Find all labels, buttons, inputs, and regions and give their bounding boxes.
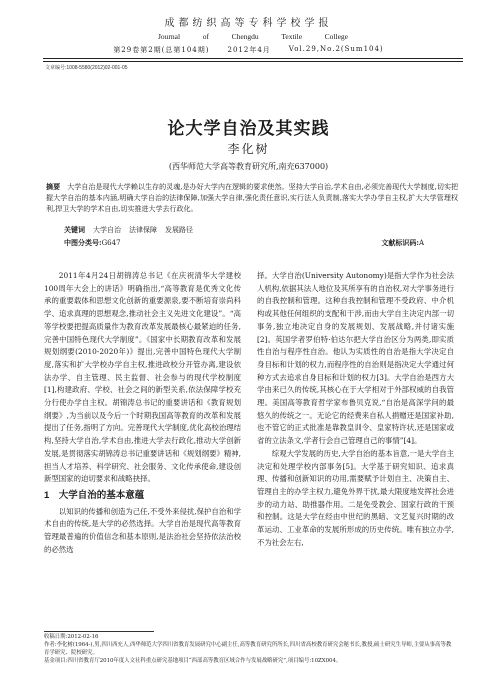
- fund-info: 基金项目:四川省教育厅2010年度人文社科重点研究基地项目“西部高等教育区域合作与发展战略研究”,项目编号:10ZX004。: [44, 658, 342, 664]
- body-right-column: [257, 270, 454, 549]
- keyword: 发展路径: [165, 226, 193, 234]
- document-code: [381, 238, 424, 248]
- abstract-text: 大学自治是现代大学赖以生存的灵魂,是办好大学内在逻辑的要求使然。坚持大学自治,学术自由,必须完善现代大学制度,切实把握大学自治的基本内涵,明确大学自治的法律保障,加强大学自律,强化责任意识,实行法人负责制,落实大学办学自主权,扩大大学管理权利,捍卫大学的学术自由,切实推进大学去行政化。: [46, 183, 459, 214]
- body-left-column: [44, 270, 241, 556]
- section-heading: 1 大学自治的基本意蕴: [44, 489, 145, 501]
- article-title: 论大学自治及其实践: [167, 119, 330, 139]
- journal-en-word: College: [324, 32, 348, 41]
- received-date: 收稿日期:2012-02-16: [44, 634, 99, 640]
- abstract: [46, 181, 458, 216]
- body-paragraph: 以知识的传播和创造为己任,不受外来侵扰,保护自治和学术自由的传统,是大学的必然选择。大学自治是现代高等教育管理最普遍的价值信念和基本原则,是法治社会坚持依法治校的必然选: [44, 506, 241, 554]
- clc-value: G647: [101, 239, 121, 247]
- issue-cn: 第29卷第2期(总第104期): [113, 46, 210, 54]
- keyword: 大学自治: [93, 226, 121, 234]
- body-paragraph: 综观大学发展的历史,大学自治的基本旨意,一是大学自主决定和处理学校内部事务[5]。大学基于研究知识、追求真理、传播和创新知识的功用,需要赋予计划自主、决策自主、管理自主的办学主权力,避免外界干扰,最大限度地发挥社会进步的动力站、助推器作用。二是免受教会、国家行政的干预和控制。这是大学在经由中世纪的黑暗、文艺复兴时期的改革运动、工业革命的发展所形成的历史传统。唯有独立办学,不为社会左右,: [257, 448, 454, 547]
- keywords-label: 关键词: [64, 225, 85, 234]
- keywords: [64, 225, 193, 235]
- journal-en-word: Textile: [281, 32, 303, 41]
- journal-name-english: [158, 32, 348, 41]
- author-name: 李化树: [227, 142, 270, 156]
- doc-code-label: 文献标识码:: [381, 238, 419, 247]
- body-paragraph: 2011年4月24日胡锦涛总书记《在庆祝清华大学建校100周年大会上的讲话》明确指出,“高等教育是优秀文化传承的重要载体和思想文化创新的重要源泉,要不断培育崇尚科学、追求真理的思想观念,推动社会主义先进文化建设”。“高等学校要把提高质量作为教育改革发展最核心最紧迫的任务,完善中国特色现代大学制度”。《国家中长期教育改革和发展规划纲要(2010-2020年)》提出,完善中国特色现代大学制度,落实和扩大学校办学自主权,推进政校分开管办离,建设依法办学、自主管理、民主监督、社会参与的现代学校制度[1],构建政府、学校、社会之间的新型关系,依法保障学校充分行使办学自主权。胡锦涛总书记的重要讲话和《教育规划纲要》,为当前以及今后一个时期我国高等教育的改革和发展提出了任务,指明了方向。完善现代大学制度,优化高校治理结构,坚持大学自治,学术自由,推进大学去行政化,推动大学创新发展,是贯彻落实胡锦涛总书记重要讲话和《规划纲要》精神,担当人才培养、科学研究、社会服务、文化传承使命,建设创新型国家的迫切要求和战略抉择。: [44, 271, 241, 484]
- clc-label: 中图分类号:: [64, 238, 102, 247]
- article-number: 文章编号:1008-5580(2012)02-001-05: [45, 65, 128, 71]
- doc-code-value: A: [418, 239, 424, 247]
- header-rule: [43, 58, 463, 59]
- header-rule-thin: [43, 61, 463, 62]
- issue-date: 2012年4月: [227, 46, 271, 54]
- keyword: 法律保障: [129, 226, 157, 234]
- footnote-rule: [44, 631, 154, 632]
- journal-en-word: Journal: [158, 32, 181, 41]
- clc-number: [64, 238, 121, 248]
- issue-info: [0, 45, 497, 55]
- footnote: [44, 633, 454, 665]
- classification-line: [64, 238, 424, 248]
- journal-en-word: of: [202, 32, 209, 41]
- abstract-label: 摘要: [46, 182, 61, 191]
- issue-en: Vol.29,No.2(Sum104): [288, 45, 384, 53]
- body-paragraph: 择。大学自治(University Autonomy)是指大学作为社会法人机构,依据其法人地位及其所享有的自治权,对大学事务进行的自我控制和管理。这种自我控制和管理不受政府、中介机构或其他任何组织的支配和干涉,而由大学自主决定内部一切事务,独立地决定自身的发展规划、发展战略,并付诸实施[2]。英国学者罗伯特·伯达尔把大学自治区分为两类,即实质性自治与程序性自治。他认为实质性的自治是指大学决定自身目标和计划的权力,而程序性的自治则是指决定大学通过何种方式去追求自身目标和计划的权力[3]。大学自治是西方大学由来已久的传统,其核心在于大学相对于外部权威的自我管理。美国高等教育哲学家布鲁贝克说,“自治是高深学问的最悠久的传统之一。无论它的经费来自私人捐赠还是国家补助,也不管它的正式批准是靠教皇训令、皇家特许状,还是国家或省的立法条文,学者行会自己管理自己的事情”[4]。: [257, 271, 454, 446]
- author-bio: 作者:李化树(1964-),男,四川西充人,西华师范大学四川省教育发展研究中心副主任,高等教育研究所所长,四川省高校教育研究会秘书长,教授,硕士研究生导师,主要从事高等教育学研究、院校研究。: [44, 642, 452, 656]
- journal-name: 成都纺织高等专科学校学报: [164, 18, 333, 29]
- journal-en-word: Chengdu: [231, 32, 259, 41]
- author-affiliation: (西华师范大学高等教育研究所,南充637000): [168, 162, 329, 171]
